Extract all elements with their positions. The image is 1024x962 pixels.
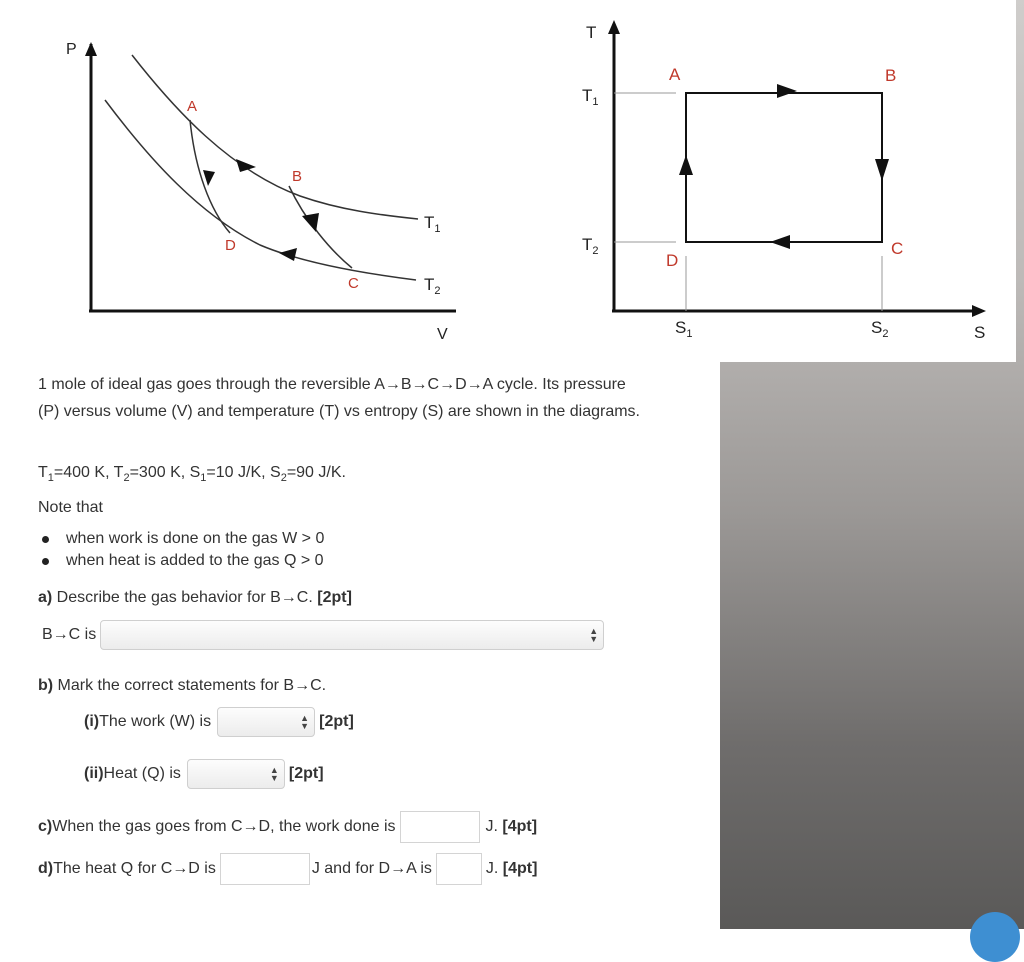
ts-arrow-bc	[875, 159, 889, 181]
ts-label-s1: $S_1$	[675, 318, 693, 340]
problem-statement: 1 mole of ideal gas goes through the reversible A→B→C→D→A cycle. Its pressure (P) versus volume (V) and temperature (T) vs entropy (S) are shown in the diagrams.	[38, 376, 640, 420]
select-arrows-icon: ▲ ▼	[589, 626, 599, 644]
pv-point-a: A	[187, 98, 198, 115]
help-button[interactable]	[970, 912, 1020, 962]
ts-s-axis-arrow	[972, 305, 986, 317]
note-bullet-heat: when heat is added to the gas Q > 0	[38, 550, 324, 572]
ts-t-axis-label: T	[586, 23, 597, 42]
part-b-i-points: [2pt]	[319, 713, 354, 730]
note-bullet-work: when work is done on the gas W > 0	[38, 528, 324, 550]
select-arrows-icon: ▲ ▼	[269, 765, 279, 783]
pv-point-c: C	[348, 275, 359, 292]
ts-arrow-ab	[777, 84, 797, 98]
note-bullets	[38, 528, 324, 572]
part-a-answer-row	[42, 620, 604, 650]
part-b-work-select[interactable]	[217, 707, 315, 737]
part-d-heat-da-input[interactable]	[436, 853, 482, 885]
pv-label-t1: $T_1$	[424, 213, 441, 235]
part-a-question: a) Describe the gas behavior for B→C. [2pt]	[38, 589, 352, 606]
ts-cycle-rectangle	[686, 93, 882, 242]
part-a-behavior-select[interactable]	[100, 620, 604, 650]
part-b-heat-select[interactable]	[187, 759, 285, 789]
diagrams-svg	[0, 0, 1016, 362]
part-b-question: b) Mark the correct statements for B→C.	[38, 677, 327, 694]
ts-label-t2: $T_2$	[582, 235, 599, 257]
ts-point-c: C	[891, 239, 904, 258]
ts-diagram	[582, 20, 986, 342]
ts-point-a: A	[669, 65, 681, 84]
select-arrows-icon: ▲ ▼	[300, 713, 310, 731]
part-b-ii-row: (ii) Heat (Q) is ▲ ▼ [2pt]	[84, 759, 324, 789]
part-c-work-input[interactable]	[400, 811, 480, 843]
pv-arrow-ab	[236, 159, 256, 172]
pv-label-t2: $T_2$	[424, 275, 441, 297]
pv-point-b: B	[292, 168, 303, 185]
pv-arrow-cd	[279, 248, 297, 261]
pv-arrow-da	[203, 170, 215, 186]
ts-arrow-cd	[770, 235, 790, 249]
pv-point-d: D	[225, 237, 236, 254]
part-b-i-row: (i) The work (W) is ▲ ▼ [2pt]	[84, 707, 354, 737]
ts-label-t1: $T_1$	[582, 86, 599, 108]
part-b-ii-points: [2pt]	[288, 765, 324, 782]
given-values: $T_1=400$ K, $T_2=300$ K, $S_1=10$ J/K, $S_2=90$ J/K.	[38, 464, 346, 485]
ts-t-axis-arrow	[608, 20, 620, 34]
ts-label-s2: $S_2$	[871, 318, 889, 340]
pv-arrow-bc	[302, 213, 319, 232]
pv-isotherm-t2	[105, 100, 416, 280]
diagram-panel	[0, 0, 1016, 362]
ts-s-axis-label: S	[974, 323, 986, 342]
pv-v-axis-label: V	[437, 326, 448, 343]
part-d-row: d) The heat Q for C→D is J and for D→A is J. [4pt]	[38, 853, 537, 885]
part-c-row: c) When the gas goes from C→D, the work done is J. [4pt]	[38, 811, 537, 843]
ts-point-d: D	[666, 251, 679, 270]
note-label: Note that	[38, 499, 103, 516]
ts-point-b: B	[885, 66, 897, 85]
pv-p-axis-label: P	[66, 41, 77, 58]
part-a-row-label: B→C is	[42, 626, 97, 643]
part-d-heat-cd-input[interactable]	[220, 853, 310, 885]
ts-arrow-da	[679, 155, 693, 175]
pv-p-axis-arrow	[85, 42, 97, 56]
pv-isotherm-t1	[132, 55, 418, 219]
pv-adiabat-bc	[289, 186, 352, 268]
pv-diagram	[66, 41, 456, 343]
